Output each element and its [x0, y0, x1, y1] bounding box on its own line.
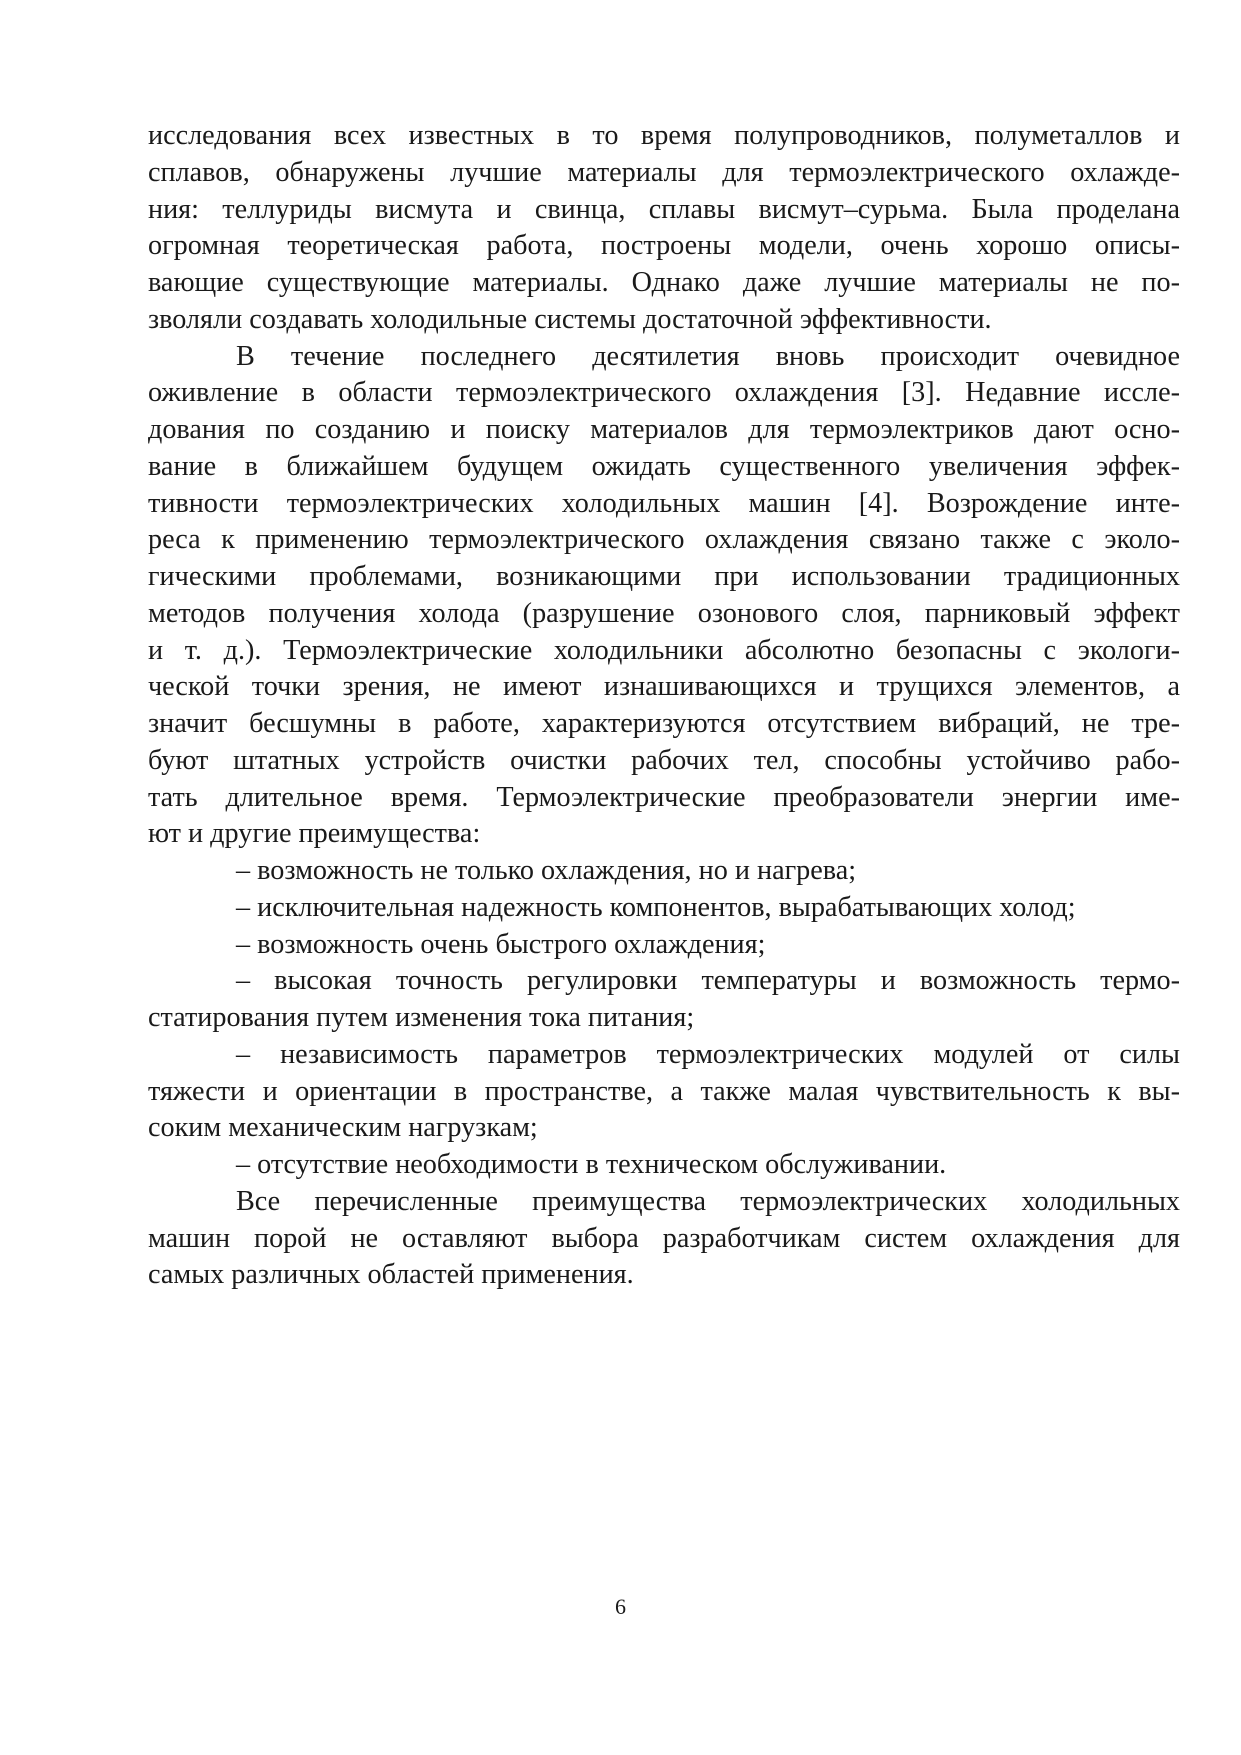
list-item — [148, 853, 1180, 890]
list-item — [148, 1147, 1180, 1184]
paragraph-line: самых различных областей применения. — [148, 1259, 634, 1291]
list-item-line: – возможность не только охлаждения, но и нагрева; — [236, 855, 857, 886]
page-number: 6 — [615, 1594, 626, 1619]
paragraph-line: дования по созданию и поиску материалов для термоэлектриков дают осно- — [148, 414, 1180, 445]
list-item-line: – отсутствие необходимости в техническом обслуживании. — [236, 1149, 947, 1180]
paragraph-line: реса к применению термоэлектрического охлаждения связано также с эколо- — [148, 524, 1180, 556]
paragraph-line: значит бесшумны в работе, характеризуются отсутствием вибраций, не тре- — [148, 708, 1180, 739]
list-item-line: – возможность очень быстрого охлаждения; — [236, 928, 766, 960]
list-item-line: – независимость параметров термоэлектрических модулей от силы — [236, 1038, 1180, 1070]
paragraph-1 — [148, 118, 1180, 339]
paragraph-line: Все перечисленные преимущества термоэлектрических холодильных — [236, 1185, 1180, 1217]
list-item — [148, 927, 1180, 964]
paragraph-line: тать длительное время. Термоэлектрические преобразователи энергии име- — [148, 781, 1180, 813]
advantages-list — [148, 853, 1180, 1184]
list-item-line: тяжести и ориентации в пространстве, а также малая чувствительность к вы- — [148, 1075, 1180, 1107]
paragraph-line: буют штатных устройств очистки рабочих тел, способны устойчиво рабо- — [148, 744, 1180, 776]
paragraph-line: огромная теоретическая работа, построены модели, очень хорошо описы- — [148, 230, 1180, 262]
paragraph-line: машин порой не оставляют выбора разработчикам систем охлаждения для — [148, 1222, 1180, 1254]
list-item-line: соким механическим нагрузкам; — [148, 1112, 538, 1144]
paragraph-line: сплавов, обнаружены лучшие материалы для термоэлектрического охлажде- — [148, 156, 1180, 188]
paragraph-line: ния: теллуриды висмута и свинца, сплавы висмут–сурьма. Была проделана — [148, 193, 1180, 225]
list-item-line: – исключительная надежность компонентов, вырабатывающих холод; — [236, 891, 1076, 923]
page-body — [148, 118, 1180, 1294]
paragraph-line: вающие существующие материалы. Однако даже лучшие материалы не по- — [148, 267, 1180, 298]
paragraph-line: методов получения холода (разрушение озонового слоя, парниковый эффект — [148, 597, 1180, 629]
paragraph-line: вание в ближайшем будущем ожидать существенного увеличения эффек- — [148, 450, 1180, 482]
paragraph-line: тивности термоэлектрических холодильных машин [4]. Возрождение инте- — [148, 487, 1180, 519]
paragraph-3 — [148, 1184, 1180, 1294]
paragraph-line: и т. д.). Термоэлектрические холодильники абсолютно безопасны с экологи- — [148, 634, 1180, 666]
paragraph-line: исследования всех известных в то время полупроводников, полуметаллов и — [148, 120, 1180, 151]
list-item — [148, 1037, 1180, 1147]
list-item — [148, 963, 1180, 1037]
list-item-line: – высокая точность регулировки температуры и возможность термо- — [236, 965, 1180, 997]
list-item-line: статирования путем изменения тока питания; — [148, 1002, 695, 1033]
paragraph-line: зволяли создавать холодильные системы достаточной эффективности. — [148, 303, 992, 335]
paragraph-line: ют и другие преимущества: — [148, 818, 481, 850]
paragraph-line: ческой точки зрения, не имеют изнашивающихся и трущихся элементов, а — [148, 671, 1180, 703]
paragraph-line: оживление в области термоэлектрического охлаждения [3]. Недавние иссле- — [148, 377, 1180, 409]
paragraph-2 — [148, 339, 1180, 854]
paragraph-line: В течение последнего десятилетия вновь происходит очевидное — [236, 340, 1180, 372]
list-item — [148, 890, 1180, 927]
paragraph-line: гическими проблемами, возникающими при использовании традиционных — [148, 561, 1180, 592]
